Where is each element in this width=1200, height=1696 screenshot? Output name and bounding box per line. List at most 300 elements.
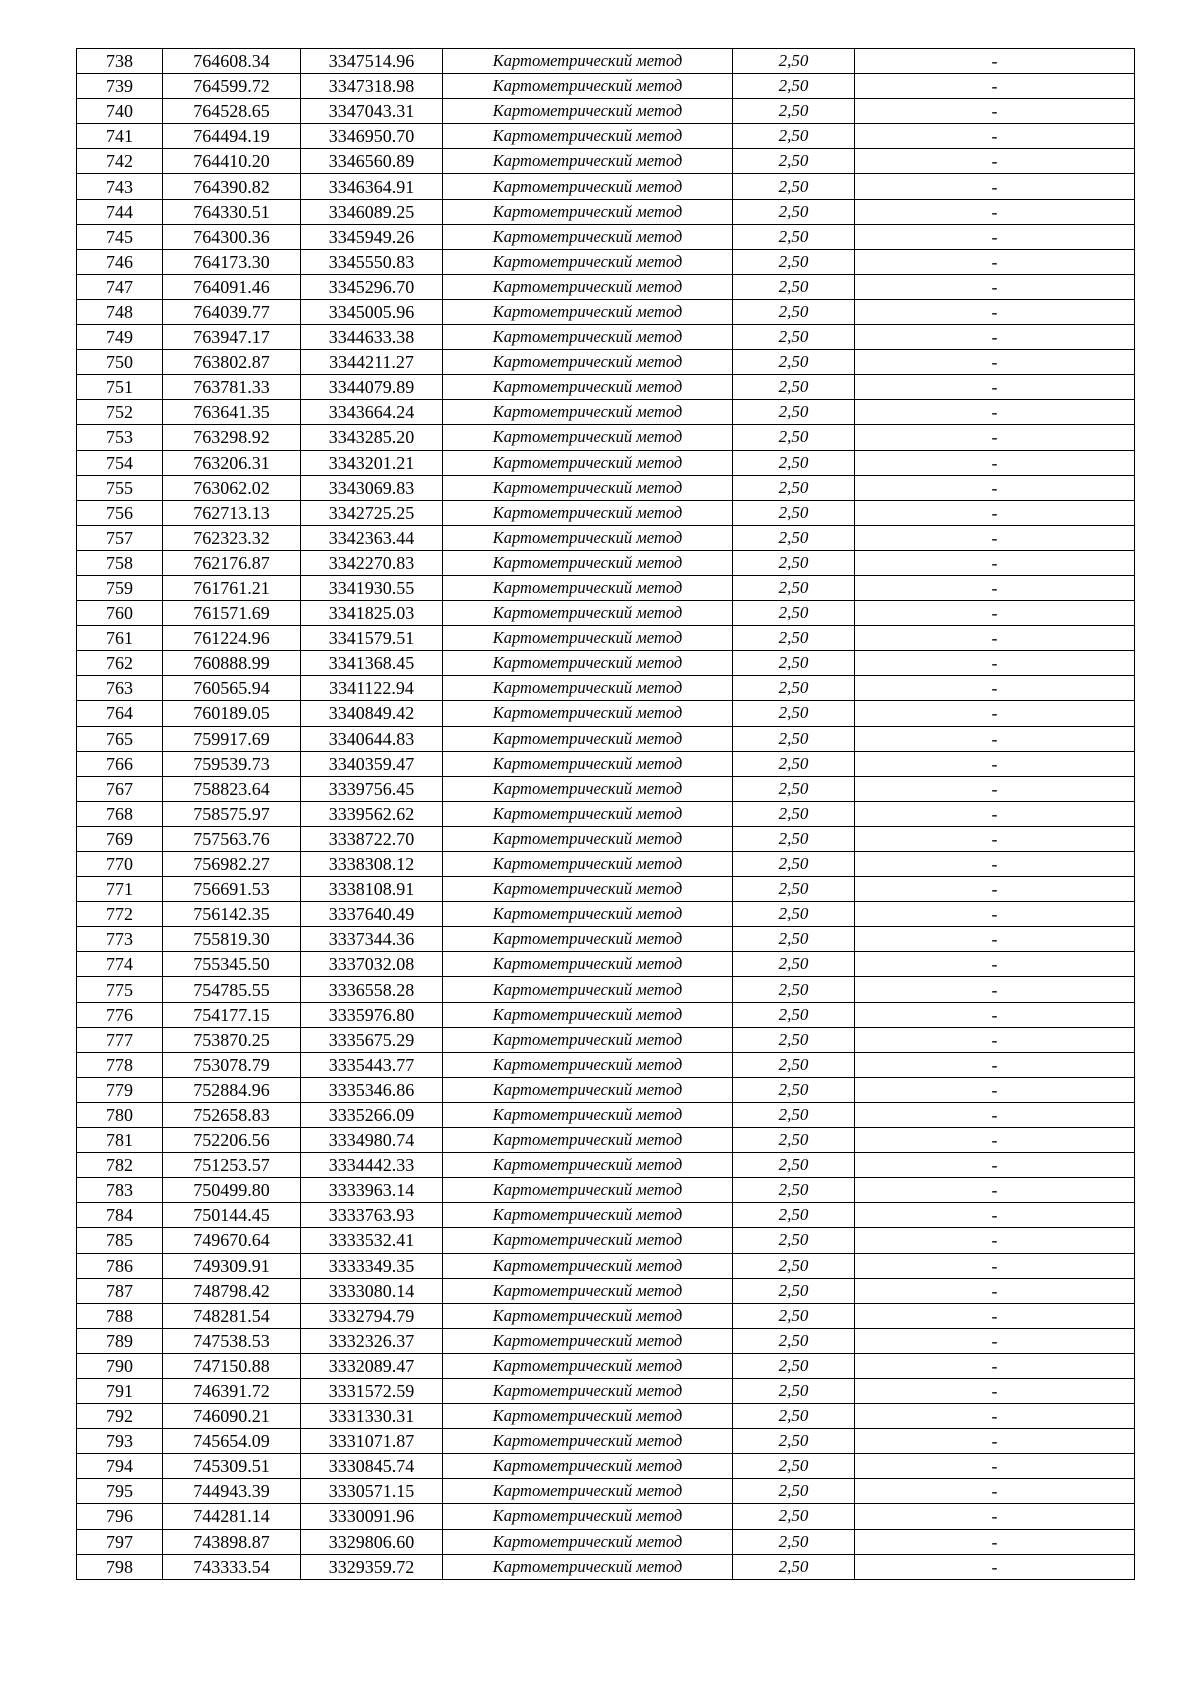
point-number-cell: 789 — [77, 1328, 163, 1353]
accuracy-cell: 2,50 — [733, 1554, 855, 1579]
accuracy-cell: 2,50 — [733, 49, 855, 74]
point-number-cell: 749 — [77, 325, 163, 350]
table-row — [77, 525, 1135, 550]
accuracy-cell: 2,50 — [733, 1429, 855, 1454]
accuracy-cell: 2,50 — [733, 826, 855, 851]
point-number-cell: 761 — [77, 626, 163, 651]
note-cell: - — [855, 525, 1135, 550]
method-cell: Картометрический метод — [443, 776, 733, 801]
note-cell: - — [855, 350, 1135, 375]
method-cell: Картометрический метод — [443, 1027, 733, 1052]
y-coordinate-cell: 3333080.14 — [301, 1278, 443, 1303]
table-row — [77, 1178, 1135, 1203]
x-coordinate-cell: 744943.39 — [163, 1479, 301, 1504]
x-coordinate-cell: 749309.91 — [163, 1253, 301, 1278]
y-coordinate-cell: 3344633.38 — [301, 325, 443, 350]
point-number-cell: 745 — [77, 224, 163, 249]
x-coordinate-cell: 760565.94 — [163, 676, 301, 701]
accuracy-cell: 2,50 — [733, 1027, 855, 1052]
table-row — [77, 325, 1135, 350]
table-row — [77, 1253, 1135, 1278]
point-number-cell: 783 — [77, 1178, 163, 1203]
y-coordinate-cell: 3331330.31 — [301, 1404, 443, 1429]
method-cell: Картометрический метод — [443, 375, 733, 400]
accuracy-cell: 2,50 — [733, 400, 855, 425]
table-row — [77, 1128, 1135, 1153]
method-cell: Картометрический метод — [443, 651, 733, 676]
method-cell: Картометрический метод — [443, 927, 733, 952]
note-cell: - — [855, 701, 1135, 726]
point-number-cell: 785 — [77, 1228, 163, 1253]
note-cell: - — [855, 575, 1135, 600]
x-coordinate-cell: 751253.57 — [163, 1153, 301, 1178]
method-cell: Картометрический метод — [443, 575, 733, 600]
x-coordinate-cell: 764300.36 — [163, 224, 301, 249]
y-coordinate-cell: 3342270.83 — [301, 550, 443, 575]
x-coordinate-cell: 743333.54 — [163, 1554, 301, 1579]
method-cell: Картометрический метод — [443, 676, 733, 701]
method-cell: Картометрический метод — [443, 400, 733, 425]
x-coordinate-cell: 764599.72 — [163, 74, 301, 99]
y-coordinate-cell: 3331572.59 — [301, 1378, 443, 1403]
method-cell: Картометрический метод — [443, 199, 733, 224]
point-number-cell: 790 — [77, 1353, 163, 1378]
point-number-cell: 759 — [77, 575, 163, 600]
x-coordinate-cell: 753870.25 — [163, 1027, 301, 1052]
accuracy-cell: 2,50 — [733, 726, 855, 751]
point-number-cell: 758 — [77, 550, 163, 575]
note-cell: - — [855, 801, 1135, 826]
table-row — [77, 350, 1135, 375]
y-coordinate-cell: 3335675.29 — [301, 1027, 443, 1052]
table-row — [77, 1378, 1135, 1403]
point-number-cell: 798 — [77, 1554, 163, 1579]
point-number-cell: 751 — [77, 375, 163, 400]
point-number-cell: 765 — [77, 726, 163, 751]
accuracy-cell: 2,50 — [733, 651, 855, 676]
coordinates-table — [76, 48, 1135, 1580]
table-row — [77, 1228, 1135, 1253]
x-coordinate-cell: 755819.30 — [163, 927, 301, 952]
accuracy-cell: 2,50 — [733, 1353, 855, 1378]
note-cell: - — [855, 902, 1135, 927]
y-coordinate-cell: 3343285.20 — [301, 425, 443, 450]
x-coordinate-cell: 744281.14 — [163, 1504, 301, 1529]
method-cell: Картометрический метод — [443, 1228, 733, 1253]
note-cell: - — [855, 927, 1135, 952]
y-coordinate-cell: 3343069.83 — [301, 475, 443, 500]
point-number-cell: 753 — [77, 425, 163, 450]
method-cell: Картометрический метод — [443, 99, 733, 124]
accuracy-cell: 2,50 — [733, 902, 855, 927]
x-coordinate-cell: 764608.34 — [163, 49, 301, 74]
point-number-cell: 781 — [77, 1128, 163, 1153]
point-number-cell: 757 — [77, 525, 163, 550]
y-coordinate-cell: 3338108.91 — [301, 877, 443, 902]
y-coordinate-cell: 3338308.12 — [301, 852, 443, 877]
note-cell: - — [855, 952, 1135, 977]
table-row — [77, 852, 1135, 877]
table-row — [77, 375, 1135, 400]
x-coordinate-cell: 764173.30 — [163, 249, 301, 274]
y-coordinate-cell: 3341930.55 — [301, 575, 443, 600]
method-cell: Картометрический метод — [443, 1429, 733, 1454]
accuracy-cell: 2,50 — [733, 249, 855, 274]
table-row — [77, 1454, 1135, 1479]
point-number-cell: 780 — [77, 1102, 163, 1127]
x-coordinate-cell: 754177.15 — [163, 1002, 301, 1027]
note-cell: - — [855, 1002, 1135, 1027]
note-cell: - — [855, 626, 1135, 651]
point-number-cell: 772 — [77, 902, 163, 927]
table-row — [77, 726, 1135, 751]
accuracy-cell: 2,50 — [733, 1128, 855, 1153]
accuracy-cell: 2,50 — [733, 676, 855, 701]
note-cell: - — [855, 99, 1135, 124]
x-coordinate-cell: 759539.73 — [163, 751, 301, 776]
accuracy-cell: 2,50 — [733, 1077, 855, 1102]
method-cell: Картометрический метод — [443, 1128, 733, 1153]
accuracy-cell: 2,50 — [733, 375, 855, 400]
note-cell: - — [855, 1328, 1135, 1353]
y-coordinate-cell: 3344211.27 — [301, 350, 443, 375]
point-number-cell: 795 — [77, 1479, 163, 1504]
x-coordinate-cell: 750499.80 — [163, 1178, 301, 1203]
point-number-cell: 744 — [77, 199, 163, 224]
table-row — [77, 902, 1135, 927]
point-number-cell: 754 — [77, 450, 163, 475]
x-coordinate-cell: 761571.69 — [163, 601, 301, 626]
accuracy-cell: 2,50 — [733, 1153, 855, 1178]
note-cell: - — [855, 676, 1135, 701]
method-cell: Картометрический метод — [443, 701, 733, 726]
y-coordinate-cell: 3335266.09 — [301, 1102, 443, 1127]
y-coordinate-cell: 3337640.49 — [301, 902, 443, 927]
method-cell: Картометрический метод — [443, 1353, 733, 1378]
method-cell: Картометрический метод — [443, 902, 733, 927]
point-number-cell: 738 — [77, 49, 163, 74]
y-coordinate-cell: 3337344.36 — [301, 927, 443, 952]
table-row — [77, 475, 1135, 500]
method-cell: Картометрический метод — [443, 977, 733, 1002]
note-cell: - — [855, 1278, 1135, 1303]
accuracy-cell: 2,50 — [733, 450, 855, 475]
accuracy-cell: 2,50 — [733, 601, 855, 626]
y-coordinate-cell: 3333349.35 — [301, 1253, 443, 1278]
point-number-cell: 786 — [77, 1253, 163, 1278]
table-row — [77, 1529, 1135, 1554]
table-row — [77, 1203, 1135, 1228]
table-row — [77, 1554, 1135, 1579]
table-row — [77, 1328, 1135, 1353]
accuracy-cell: 2,50 — [733, 274, 855, 299]
accuracy-cell: 2,50 — [733, 701, 855, 726]
method-cell: Картометрический метод — [443, 1253, 733, 1278]
method-cell: Картометрический метод — [443, 550, 733, 575]
y-coordinate-cell: 3341368.45 — [301, 651, 443, 676]
y-coordinate-cell: 3333963.14 — [301, 1178, 443, 1203]
accuracy-cell: 2,50 — [733, 1529, 855, 1554]
table-row — [77, 626, 1135, 651]
point-number-cell: 782 — [77, 1153, 163, 1178]
method-cell: Картометрический метод — [443, 1378, 733, 1403]
note-cell: - — [855, 1178, 1135, 1203]
method-cell: Картометрический метод — [443, 1454, 733, 1479]
table-row — [77, 776, 1135, 801]
x-coordinate-cell: 762176.87 — [163, 550, 301, 575]
x-coordinate-cell: 752884.96 — [163, 1077, 301, 1102]
point-number-cell: 796 — [77, 1504, 163, 1529]
accuracy-cell: 2,50 — [733, 199, 855, 224]
point-number-cell: 768 — [77, 801, 163, 826]
point-number-cell: 762 — [77, 651, 163, 676]
point-number-cell: 746 — [77, 249, 163, 274]
x-coordinate-cell: 758823.64 — [163, 776, 301, 801]
accuracy-cell: 2,50 — [733, 1328, 855, 1353]
method-cell: Картометрический метод — [443, 450, 733, 475]
y-coordinate-cell: 3332326.37 — [301, 1328, 443, 1353]
y-coordinate-cell: 3345296.70 — [301, 274, 443, 299]
table-row — [77, 1504, 1135, 1529]
point-number-cell: 777 — [77, 1027, 163, 1052]
x-coordinate-cell: 743898.87 — [163, 1529, 301, 1554]
note-cell: - — [855, 74, 1135, 99]
x-coordinate-cell: 747150.88 — [163, 1353, 301, 1378]
note-cell: - — [855, 1303, 1135, 1328]
method-cell: Картометрический метод — [443, 1077, 733, 1102]
method-cell: Картометрический метод — [443, 801, 733, 826]
x-coordinate-cell: 763781.33 — [163, 375, 301, 400]
table-row — [77, 99, 1135, 124]
y-coordinate-cell: 3335346.86 — [301, 1077, 443, 1102]
x-coordinate-cell: 760888.99 — [163, 651, 301, 676]
note-cell: - — [855, 475, 1135, 500]
method-cell: Картометрический метод — [443, 1529, 733, 1554]
accuracy-cell: 2,50 — [733, 1178, 855, 1203]
y-coordinate-cell: 3345949.26 — [301, 224, 443, 249]
y-coordinate-cell: 3340849.42 — [301, 701, 443, 726]
method-cell: Картометрический метод — [443, 726, 733, 751]
point-number-cell: 787 — [77, 1278, 163, 1303]
method-cell: Картометрический метод — [443, 325, 733, 350]
x-coordinate-cell: 745654.09 — [163, 1429, 301, 1454]
table-row — [77, 199, 1135, 224]
point-number-cell: 766 — [77, 751, 163, 776]
accuracy-cell: 2,50 — [733, 927, 855, 952]
accuracy-cell: 2,50 — [733, 425, 855, 450]
y-coordinate-cell: 3341825.03 — [301, 601, 443, 626]
point-number-cell: 776 — [77, 1002, 163, 1027]
note-cell: - — [855, 1102, 1135, 1127]
note-cell: - — [855, 1203, 1135, 1228]
note-cell: - — [855, 776, 1135, 801]
method-cell: Картометрический метод — [443, 1328, 733, 1353]
point-number-cell: 788 — [77, 1303, 163, 1328]
method-cell: Картометрический метод — [443, 1554, 733, 1579]
y-coordinate-cell: 3333763.93 — [301, 1203, 443, 1228]
note-cell: - — [855, 1052, 1135, 1077]
note-cell: - — [855, 425, 1135, 450]
point-number-cell: 769 — [77, 826, 163, 851]
note-cell: - — [855, 601, 1135, 626]
y-coordinate-cell: 3330091.96 — [301, 1504, 443, 1529]
accuracy-cell: 2,50 — [733, 1253, 855, 1278]
method-cell: Картометрический метод — [443, 1153, 733, 1178]
y-coordinate-cell: 3332794.79 — [301, 1303, 443, 1328]
note-cell: - — [855, 1153, 1135, 1178]
accuracy-cell: 2,50 — [733, 149, 855, 174]
method-cell: Картометрический метод — [443, 1504, 733, 1529]
table-row — [77, 425, 1135, 450]
point-number-cell: 775 — [77, 977, 163, 1002]
point-number-cell: 742 — [77, 149, 163, 174]
point-number-cell: 767 — [77, 776, 163, 801]
y-coordinate-cell: 3342725.25 — [301, 500, 443, 525]
x-coordinate-cell: 748281.54 — [163, 1303, 301, 1328]
y-coordinate-cell: 3346364.91 — [301, 174, 443, 199]
x-coordinate-cell: 752658.83 — [163, 1102, 301, 1127]
note-cell: - — [855, 1479, 1135, 1504]
x-coordinate-cell: 761224.96 — [163, 626, 301, 651]
x-coordinate-cell: 763802.87 — [163, 350, 301, 375]
point-number-cell: 771 — [77, 877, 163, 902]
x-coordinate-cell: 754785.55 — [163, 977, 301, 1002]
x-coordinate-cell: 752206.56 — [163, 1128, 301, 1153]
point-number-cell: 739 — [77, 74, 163, 99]
table-row — [77, 500, 1135, 525]
x-coordinate-cell: 763641.35 — [163, 400, 301, 425]
point-number-cell: 747 — [77, 274, 163, 299]
method-cell: Картометрический метод — [443, 877, 733, 902]
accuracy-cell: 2,50 — [733, 1504, 855, 1529]
accuracy-cell: 2,50 — [733, 1228, 855, 1253]
method-cell: Картометрический метод — [443, 350, 733, 375]
note-cell: - — [855, 199, 1135, 224]
y-coordinate-cell: 3334442.33 — [301, 1153, 443, 1178]
table-row — [77, 651, 1135, 676]
x-coordinate-cell: 764039.77 — [163, 299, 301, 324]
x-coordinate-cell: 750144.45 — [163, 1203, 301, 1228]
x-coordinate-cell: 763947.17 — [163, 325, 301, 350]
table-row — [77, 977, 1135, 1002]
x-coordinate-cell: 762713.13 — [163, 500, 301, 525]
y-coordinate-cell: 3341579.51 — [301, 626, 443, 651]
table-row — [77, 826, 1135, 851]
y-coordinate-cell: 3333532.41 — [301, 1228, 443, 1253]
table-row — [77, 174, 1135, 199]
note-cell: - — [855, 1429, 1135, 1454]
point-number-cell: 791 — [77, 1378, 163, 1403]
y-coordinate-cell: 3340359.47 — [301, 751, 443, 776]
table-row — [77, 1027, 1135, 1052]
table-row — [77, 550, 1135, 575]
x-coordinate-cell: 749670.64 — [163, 1228, 301, 1253]
method-cell: Картометрический метод — [443, 274, 733, 299]
accuracy-cell: 2,50 — [733, 952, 855, 977]
table-row — [77, 1077, 1135, 1102]
y-coordinate-cell: 3336558.28 — [301, 977, 443, 1002]
x-coordinate-cell: 764091.46 — [163, 274, 301, 299]
table-row — [77, 274, 1135, 299]
accuracy-cell: 2,50 — [733, 877, 855, 902]
note-cell: - — [855, 174, 1135, 199]
point-number-cell: 797 — [77, 1529, 163, 1554]
y-coordinate-cell: 3337032.08 — [301, 952, 443, 977]
x-coordinate-cell: 755345.50 — [163, 952, 301, 977]
table-row — [77, 1153, 1135, 1178]
note-cell: - — [855, 1554, 1135, 1579]
x-coordinate-cell: 764330.51 — [163, 199, 301, 224]
y-coordinate-cell: 3331071.87 — [301, 1429, 443, 1454]
point-number-cell: 770 — [77, 852, 163, 877]
table-row — [77, 400, 1135, 425]
note-cell: - — [855, 1454, 1135, 1479]
method-cell: Картометрический метод — [443, 224, 733, 249]
x-coordinate-cell: 760189.05 — [163, 701, 301, 726]
y-coordinate-cell: 3338722.70 — [301, 826, 443, 851]
y-coordinate-cell: 3330571.15 — [301, 1479, 443, 1504]
note-cell: - — [855, 1504, 1135, 1529]
method-cell: Картометрический метод — [443, 826, 733, 851]
table-row — [77, 575, 1135, 600]
method-cell: Картометрический метод — [443, 149, 733, 174]
accuracy-cell: 2,50 — [733, 500, 855, 525]
table-row — [77, 1052, 1135, 1077]
table-row — [77, 676, 1135, 701]
note-cell: - — [855, 1128, 1135, 1153]
y-coordinate-cell: 3334980.74 — [301, 1128, 443, 1153]
note-cell: - — [855, 1027, 1135, 1052]
y-coordinate-cell: 3335976.80 — [301, 1002, 443, 1027]
x-coordinate-cell: 764390.82 — [163, 174, 301, 199]
accuracy-cell: 2,50 — [733, 575, 855, 600]
table-row — [77, 877, 1135, 902]
table-row — [77, 1429, 1135, 1454]
y-coordinate-cell: 3347043.31 — [301, 99, 443, 124]
note-cell: - — [855, 1529, 1135, 1554]
table-row — [77, 1479, 1135, 1504]
note-cell: - — [855, 726, 1135, 751]
method-cell: Картометрический метод — [443, 1178, 733, 1203]
note-cell: - — [855, 124, 1135, 149]
method-cell: Картометрический метод — [443, 952, 733, 977]
accuracy-cell: 2,50 — [733, 776, 855, 801]
x-coordinate-cell: 756142.35 — [163, 902, 301, 927]
note-cell: - — [855, 1228, 1135, 1253]
method-cell: Картометрический метод — [443, 174, 733, 199]
point-number-cell: 752 — [77, 400, 163, 425]
table-row — [77, 450, 1135, 475]
accuracy-cell: 2,50 — [733, 299, 855, 324]
method-cell: Картометрический метод — [443, 500, 733, 525]
accuracy-cell: 2,50 — [733, 1002, 855, 1027]
note-cell: - — [855, 325, 1135, 350]
point-number-cell: 773 — [77, 927, 163, 952]
y-coordinate-cell: 3341122.94 — [301, 676, 443, 701]
method-cell: Картометрический метод — [443, 49, 733, 74]
x-coordinate-cell: 757563.76 — [163, 826, 301, 851]
note-cell: - — [855, 299, 1135, 324]
y-coordinate-cell: 3346560.89 — [301, 149, 443, 174]
note-cell: - — [855, 751, 1135, 776]
note-cell: - — [855, 651, 1135, 676]
table-row — [77, 249, 1135, 274]
y-coordinate-cell: 3332089.47 — [301, 1353, 443, 1378]
note-cell: - — [855, 400, 1135, 425]
accuracy-cell: 2,50 — [733, 1454, 855, 1479]
y-coordinate-cell: 3347514.96 — [301, 49, 443, 74]
point-number-cell: 792 — [77, 1404, 163, 1429]
